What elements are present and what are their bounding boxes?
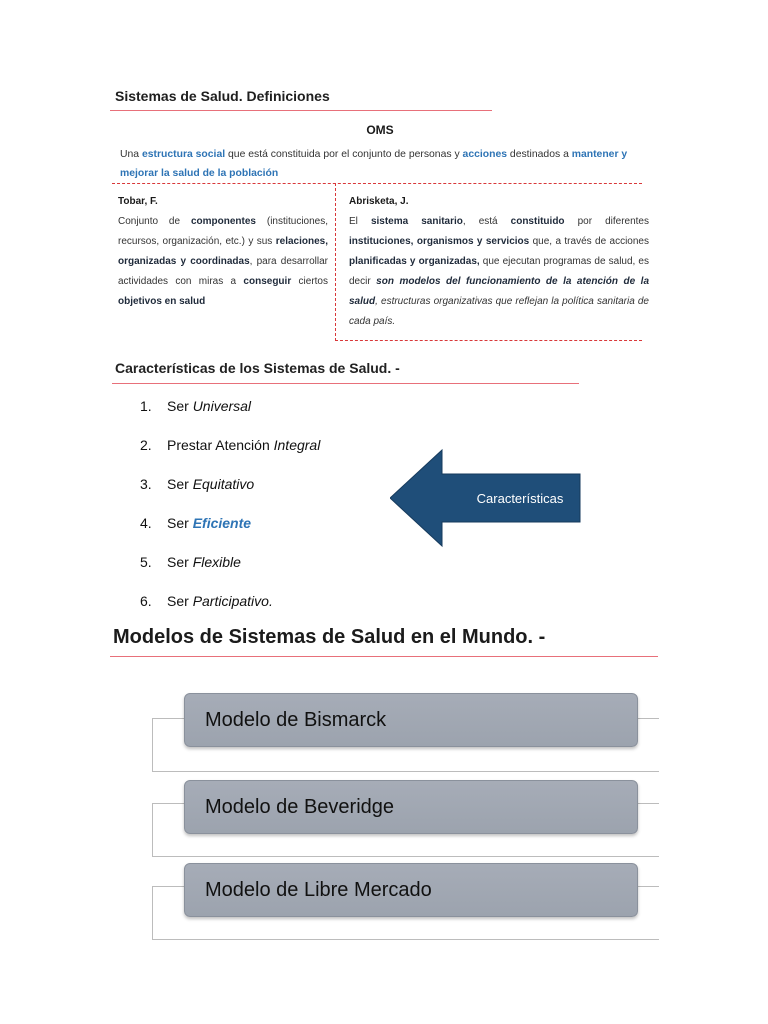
dashed-column-divider bbox=[335, 183, 336, 341]
dashed-divider bbox=[112, 183, 642, 184]
oms-definition: Una estructura social que está constituida por el conjunto de personas y acciones destinados a mantener y mejorar la salud de la población bbox=[120, 149, 628, 179]
title-underline bbox=[110, 110, 492, 111]
list-item: 4. Ser Eficiente bbox=[140, 515, 252, 531]
models-underline bbox=[110, 656, 658, 657]
list-item: 5. Ser Flexible bbox=[140, 554, 241, 570]
model-bismarck: Modelo de Bismarck bbox=[184, 693, 638, 747]
characteristics-underline bbox=[112, 383, 579, 384]
models-title: Modelos de Sistemas de Salud en el Mundo. - bbox=[113, 626, 546, 648]
definitions-title: Sistemas de Salud. Definiciones bbox=[115, 88, 330, 104]
list-item: 3. Ser Equitativo bbox=[140, 476, 255, 492]
arrow-left-icon bbox=[390, 448, 582, 548]
tobar-author: Tobar, F. bbox=[118, 196, 158, 207]
abrisketa-author: Abrisketa, J. bbox=[349, 196, 409, 207]
dashed-bottom-divider bbox=[335, 340, 642, 341]
list-item: 1. Ser Universal bbox=[140, 398, 252, 414]
list-item: 2. Prestar Atención Integral bbox=[140, 437, 321, 453]
oms-title: OMS bbox=[366, 123, 394, 137]
model-libre-mercado: Modelo de Libre Mercado bbox=[184, 863, 638, 917]
list-item: 6. Ser Participativo. bbox=[140, 593, 273, 609]
model-beveridge: Modelo de Beveridge bbox=[184, 780, 638, 834]
characteristics-list bbox=[140, 398, 320, 632]
arrow-label: Características bbox=[476, 491, 564, 506]
characteristics-title: Características de los Sistemas de Salud. - bbox=[115, 360, 400, 376]
tobar-definition: Tobar, F. Conjunto de componentes (instituciones, recursos, organización, etc.) y sus relaciones, organizadas y coordinadas, para desarrollar actividades con miras a conseguir ciertos objetivos en salud bbox=[118, 192, 328, 312]
abrisketa-definition: Abrisketa, J. El sistema sanitario, está constituido por diferentes instituciones, organismos y servicios que, a través de acciones planificadas y organizadas, que ejecutan programas de salud, es decir son modelos del funcionamiento de la atención de la salud, estructuras organizativas que reflejan la política sanitaria de cada país. bbox=[349, 192, 649, 332]
